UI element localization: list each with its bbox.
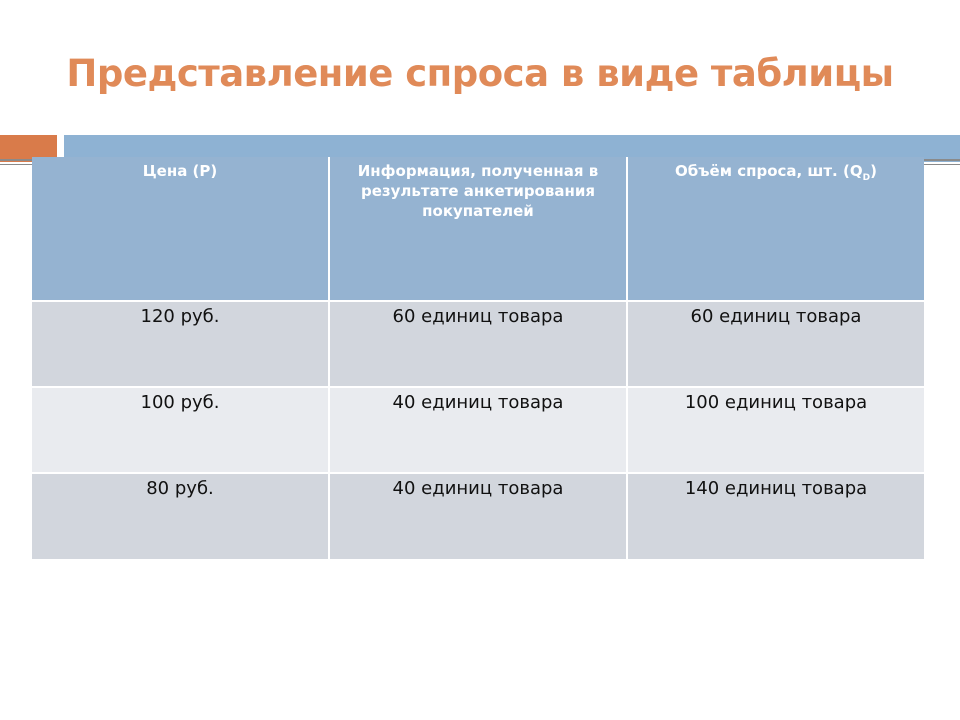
table-row [32, 473, 924, 559]
demand-table [32, 157, 924, 559]
divider-line [0, 164, 32, 165]
cell-survey: 60 единиц товара [329, 301, 627, 387]
header-volume [627, 157, 924, 301]
cell-volume: 100 единиц товара [627, 387, 924, 473]
cell-volume: 60 единиц товара [627, 301, 924, 387]
slide-title: Представление спроса в виде таблицы [66, 52, 894, 95]
divider-line [924, 159, 960, 161]
cell-survey: 40 единиц товара [329, 473, 627, 559]
header-survey: Информация, полученная в результате анкетирования покупателей [329, 157, 627, 301]
cell-price: 100 руб. [32, 387, 329, 473]
cell-price: 120 руб. [32, 301, 329, 387]
table-row [32, 387, 924, 473]
divider-line [0, 159, 32, 161]
cell-volume: 140 единиц товара [627, 473, 924, 559]
cell-price: 80 руб. [32, 473, 329, 559]
cell-survey: 40 единиц товара [329, 387, 627, 473]
table-header-row [32, 157, 924, 301]
header-volume-suffix: ) [870, 162, 877, 180]
header-volume-text: Объём спроса, шт. (Q [675, 162, 863, 180]
table-row [32, 301, 924, 387]
divider-line [924, 164, 960, 165]
header-volume-subscript: D [862, 173, 871, 183]
header-price: Цена (Р) [32, 157, 329, 301]
